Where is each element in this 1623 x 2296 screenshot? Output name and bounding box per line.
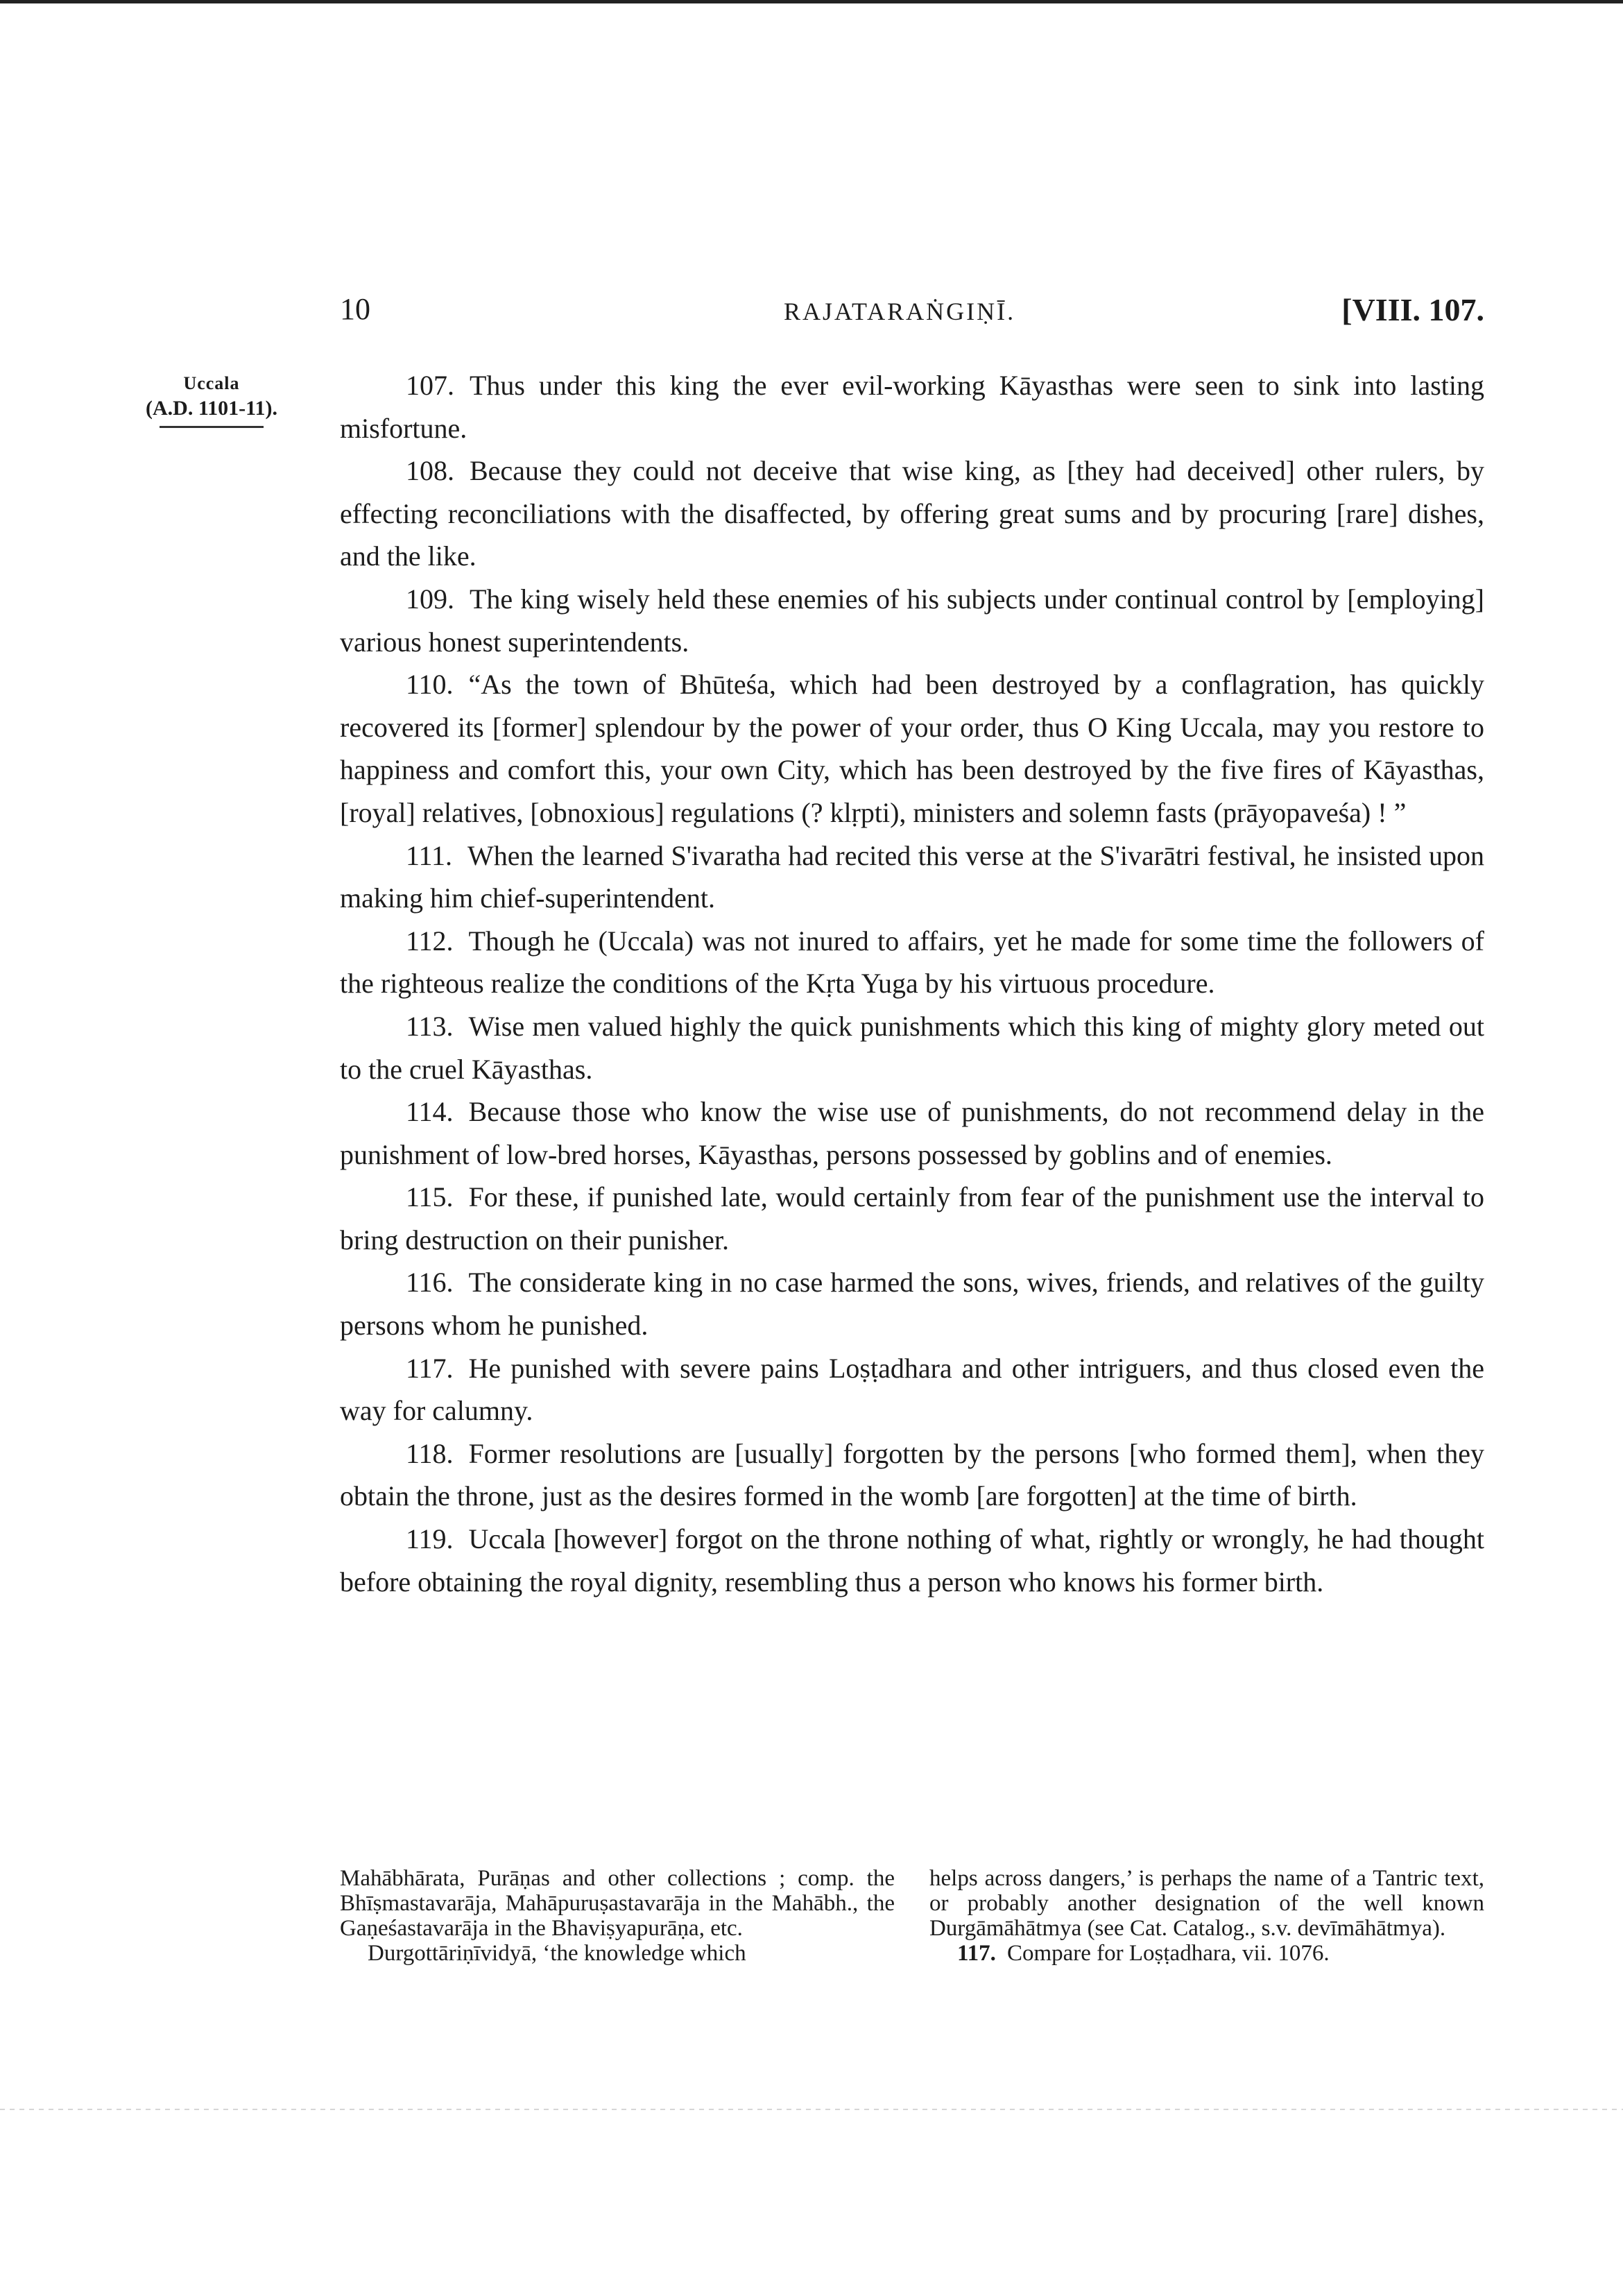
verse-number: 113. <box>406 1010 454 1042</box>
verse <box>340 834 1484 920</box>
verse <box>340 1347 1484 1432</box>
verse-text: Wise men valued highly the quick punishments which this king of mighty glory meted out to the cruel Kāyasthas. <box>340 1010 1484 1085</box>
verse-text: Former resolutions are [usually] forgotten by the persons [who formed them], when they obtain the throne, just as the desires formed in the womb [are forgotten] at the time of birth. <box>340 1437 1484 1512</box>
verse-text: The king wisely held these enemies of his subjects under continual control by [employing] various honest superintendents. <box>340 583 1484 658</box>
verse <box>340 578 1484 663</box>
verse <box>340 663 1484 834</box>
footnote-paragraph: Durgottāriṇīvidyā, ‘the knowledge which <box>368 1941 746 1966</box>
scan-top-border <box>0 0 1623 3</box>
verse <box>340 449 1484 578</box>
footnote-text: Compare for Loṣṭadhara, vii. 1076. <box>1006 1941 1330 1966</box>
verse-text: Because they could not deceive that wise king, as [they had deceived] other rulers, by effecting reconciliations with the disaffected, by offering great sums and by procuring [rare] dishes, and the like. <box>340 455 1484 572</box>
margin-note <box>118 373 305 428</box>
verse-text: When the learned S'ivaratha had recited this verse at the S'ivarātri festival, he insisted upon making him chief-superintendent. <box>340 839 1484 914</box>
footnote-paragraph: helps across dangers,’ is perhaps the name of a Tantric text, or probably another designation of the well known Durgāmāhātmya (see Cat. Catalog., s.v. devīmāhātmya). <box>929 1866 1484 1941</box>
margin-note-name: Uccala <box>183 373 240 393</box>
verse-text: Though he (Uccala) was not inured to affairs, yet he made for some time the followers of the righteous realize the conditions of the Kṛta Yuga by his virtuous procedure. <box>340 925 1484 1000</box>
verse <box>340 1176 1484 1261</box>
verse-number: 119. <box>406 1523 454 1555</box>
margin-note-rule <box>160 426 264 428</box>
verse <box>340 364 1484 449</box>
main-text <box>340 364 1484 1603</box>
verse <box>340 1432 1484 1518</box>
footnotes <box>340 1866 1484 1966</box>
verse <box>340 1090 1484 1176</box>
verse-number: 109. <box>406 583 454 615</box>
footnote-column-right <box>929 1866 1484 1966</box>
footnote-paragraph: Mahābhārata, Purāṇas and other collections ; comp. the Bhīṣmastavarāja, Mahāpuruṣastavarāja in the Mahābh., the Gaṇeśastavarāja in the Bhaviṣyapurāṇa, etc. <box>340 1866 895 1941</box>
verse-text: Uccala [however] forgot on the throne nothing of what, rightly or wrongly, he had thought before obtaining the royal dignity, resembling thus a person who knows his former birth. <box>340 1523 1484 1597</box>
verse-number: 112. <box>406 925 454 957</box>
footnote-column-left <box>340 1866 895 1966</box>
verse-number: 116. <box>406 1267 454 1299</box>
verse-number: 118. <box>406 1437 454 1469</box>
verse <box>340 1005 1484 1090</box>
verse-number: 114. <box>406 1096 454 1128</box>
verse <box>340 1261 1484 1346</box>
verse-text: Because those who know the wise use of punishments, do not recommend delay in the punishment of low-bred horses, Kāyasthas, persons possessed by goblins and of enemies. <box>340 1096 1484 1170</box>
section-reference: [VIII. 107. <box>1341 292 1484 327</box>
verse-text: The considerate king in no case harmed the sons, wives, friends, and relatives of the guilty persons whom he punished. <box>340 1267 1484 1342</box>
page-number: 10 <box>340 292 370 326</box>
verse-text: “As the town of Bhūteśa, which had been destroyed by a conflagration, has quickly recovered its [former] splendour by the power of your order, thus O King Uccala, may you restore to happiness and comfort this, your own City, which has been destroyed by the five fires of Kāyasthas, [royal] relatives, [obnoxious] regulations (? klṛpti), ministers and solemn fasts (prāyopaveśa) ! ” <box>340 669 1484 828</box>
verse-number: 107. <box>406 370 454 401</box>
verse-number: 117. <box>406 1352 454 1384</box>
running-title: RAJATARAṄGIṆĪ. <box>784 298 1016 325</box>
verse <box>340 920 1484 1005</box>
verse <box>340 1518 1484 1603</box>
verse-number: 108. <box>406 455 454 487</box>
scan-noise-line <box>0 2109 1623 2110</box>
verse-number: 111. <box>406 839 453 871</box>
footnote-number: 117. <box>957 1941 996 1966</box>
verse-number: 110. <box>406 669 454 701</box>
verse-text: He punished with severe pains Loṣṭadhara and other intriguers, and thus closed even the way for calumny. <box>340 1352 1484 1427</box>
page-header <box>340 291 1484 340</box>
footnote-117 <box>929 1941 1484 1966</box>
margin-note-date: (A.D. 1101-11). <box>146 397 277 420</box>
verse-text: Thus under this king the ever evil-working Kāyasthas were seen to sink into lasting misfortune. <box>340 370 1484 444</box>
verse-text: For these, if punished late, would certainly from fear of the punishment use the interval to bring destruction on their punisher. <box>340 1181 1484 1256</box>
verse-number: 115. <box>406 1181 454 1213</box>
